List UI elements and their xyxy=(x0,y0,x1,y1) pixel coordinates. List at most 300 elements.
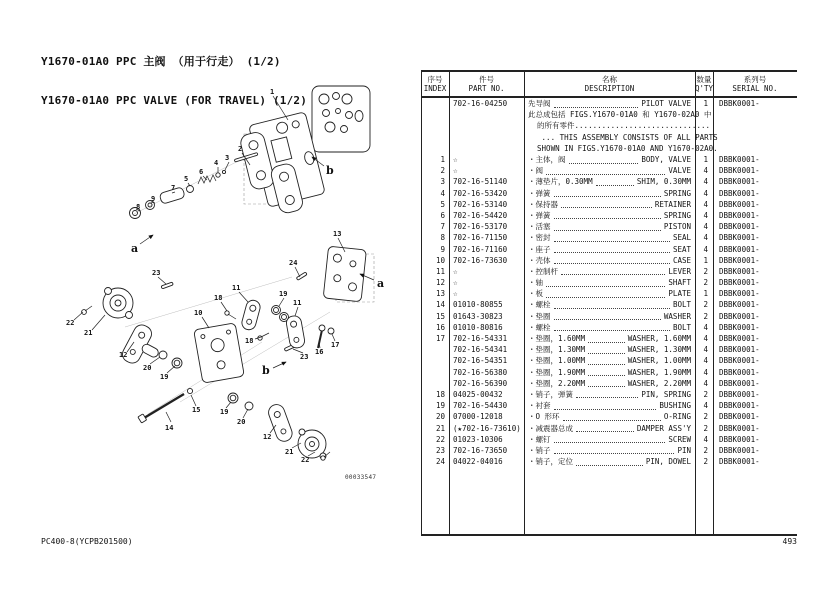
index-cell: 3 xyxy=(440,177,445,187)
part-no-cell: 01023-10306 xyxy=(453,434,503,444)
table-row xyxy=(421,311,797,322)
description-cn: ・垫圈，1.60MM xyxy=(528,334,586,344)
table-row xyxy=(421,333,797,344)
qty-cell: 2 xyxy=(703,412,708,422)
description-cn: ・销子，弹簧 xyxy=(528,389,573,399)
index-cell: 6 xyxy=(440,210,445,220)
table-row xyxy=(421,266,797,277)
description-cell xyxy=(524,255,695,266)
table-row xyxy=(421,199,797,210)
dot-leader xyxy=(546,167,665,175)
header-desc-en: DESCRIPTION xyxy=(584,84,635,93)
header-index-cn: 序号 xyxy=(427,75,443,84)
header-serial-cn: 系列号 xyxy=(743,75,767,84)
qty-cell: 2 xyxy=(703,311,708,321)
dot-leader xyxy=(576,390,638,398)
callout-label: 20 xyxy=(237,418,246,426)
description-cell xyxy=(524,411,695,422)
dot-leader xyxy=(554,245,670,253)
part-no-cell: 702-16-54430 xyxy=(453,401,508,411)
description-en: WASHER, 1.60MM xyxy=(627,334,691,344)
description-cell xyxy=(524,355,695,366)
table-row xyxy=(421,188,797,199)
dot-leader xyxy=(554,402,657,410)
description-cell xyxy=(524,311,695,322)
description-cell xyxy=(524,299,695,310)
dot-leader xyxy=(588,368,625,376)
index-cell: 23 xyxy=(435,445,445,455)
description-cell xyxy=(524,333,695,344)
footer-book-code: PC400-8(YCPB201500) xyxy=(41,537,133,546)
table-row xyxy=(421,456,797,467)
index-cell: 8 xyxy=(440,233,445,243)
qty-cell: 4 xyxy=(703,244,708,254)
index-cell: 9 xyxy=(440,244,445,254)
description-cn: ・板 xyxy=(528,289,543,299)
damper-assembly-left xyxy=(82,288,133,319)
qty-cell: 2 xyxy=(703,278,708,288)
callout-label: 1 xyxy=(270,88,275,96)
part-no-cell: ☆ xyxy=(453,289,458,299)
header-qty-cn: 数量 xyxy=(696,75,712,84)
serial-cell: DBBK0001- xyxy=(719,233,760,243)
dot-leader xyxy=(554,256,670,264)
description-en: BOLT xyxy=(672,322,691,332)
serial-cell: DBBK0001- xyxy=(719,266,760,276)
table-row xyxy=(421,367,797,378)
qty-cell: 1 xyxy=(703,289,708,299)
qty-cell: 4 xyxy=(703,322,708,332)
part-no-cell: 04025-00432 xyxy=(453,389,503,399)
callout-label: 16 xyxy=(315,348,324,356)
table-row xyxy=(421,299,797,310)
description-en: WASHER, 1.00MM xyxy=(627,356,691,366)
part-no-cell: 702-16-51140 xyxy=(453,177,508,187)
part-no-cell: 01010-80816 xyxy=(453,322,503,332)
header-desc-cn: 名称 xyxy=(602,75,617,84)
part-no-cell: ☆ xyxy=(453,166,458,176)
valve-rear-view xyxy=(312,86,370,152)
callout-label: 23 xyxy=(152,269,161,277)
description-cell xyxy=(524,434,695,445)
callout-label: 23 xyxy=(300,353,309,361)
description-cn: ・壳体 xyxy=(528,255,551,265)
header-qty-en: Q'TY xyxy=(694,84,714,93)
description-cn: ・弹簧 xyxy=(528,210,551,220)
index-cell: 18 xyxy=(435,389,445,399)
description-en: PISTON xyxy=(663,222,691,232)
description-cn: ・薄垫片，0.30MM xyxy=(528,177,593,187)
header-index xyxy=(421,72,449,96)
description-cell xyxy=(524,244,695,255)
description-cn: ・弹簧 xyxy=(528,188,551,198)
dot-leader xyxy=(554,234,670,242)
description-cell xyxy=(524,378,695,389)
serial-cell: DBBK0001- xyxy=(719,222,760,232)
view-label-a-right: a xyxy=(377,277,385,290)
dot-leader xyxy=(576,424,634,432)
description-cell xyxy=(524,445,695,456)
serial-cell: DBBK0001- xyxy=(719,166,760,176)
table-header xyxy=(421,72,797,98)
qty-cell: 4 xyxy=(703,356,708,366)
part-no-cell: 702-16-54331 xyxy=(453,334,508,344)
callout-label: 19 xyxy=(279,290,288,298)
part-no-cell: 01010-80855 xyxy=(453,300,503,310)
table-row xyxy=(421,165,797,176)
qty-cell: 4 xyxy=(703,177,708,187)
description-cell xyxy=(524,98,695,109)
index-cell: 16 xyxy=(435,322,445,332)
qty-cell: 2 xyxy=(703,266,708,276)
view-label-a-top: a xyxy=(131,242,139,255)
qty-cell: 4 xyxy=(703,345,708,355)
description-en: PIN, SPRING xyxy=(641,389,691,399)
callout-label: 18 xyxy=(245,337,254,345)
description-cn: ・轴 xyxy=(528,278,543,288)
qty-cell: 2 xyxy=(703,389,708,399)
dot-leader xyxy=(554,189,661,197)
table-note-row xyxy=(421,109,797,120)
description-en: BODY, VALVE xyxy=(641,155,691,165)
callout-label: 10 xyxy=(194,309,203,317)
table-row xyxy=(421,176,797,187)
qty-cell: 4 xyxy=(703,199,708,209)
index-cell: 14 xyxy=(435,300,445,310)
note-text: SHOWN IN FIGS.Y1670-01A0 AND Y1670-02A0. xyxy=(528,143,718,153)
description-en: DAMPER ASS'Y xyxy=(636,423,691,433)
description-en: WASHER xyxy=(663,311,691,321)
index-cell: 19 xyxy=(435,401,445,411)
callout-label: 9 xyxy=(151,195,156,203)
callout-label: 19 xyxy=(160,373,169,381)
description-en: RETAINER xyxy=(654,199,691,209)
serial-cell: DBBK0001- xyxy=(719,311,760,321)
callout-label: 19 xyxy=(220,408,229,416)
description-cn: 先导阀 xyxy=(528,99,551,109)
description-en: CASE xyxy=(672,255,691,265)
serial-cell: DBBK0001- xyxy=(719,255,760,265)
part-no-cell: (★702-16-73610) xyxy=(453,423,521,433)
header-part-no xyxy=(449,72,524,96)
table-row xyxy=(421,400,797,411)
dot-leader xyxy=(588,346,625,354)
part-no-cell: 702-16-73650 xyxy=(453,445,508,455)
description-cn: ・螺钉 xyxy=(528,434,551,444)
description-en: SEAT xyxy=(672,244,691,254)
description-cn: ・衬套 xyxy=(528,401,551,411)
description-en: SPRING xyxy=(663,210,691,220)
description-cell xyxy=(524,266,695,277)
description-en: VALVE xyxy=(668,166,691,176)
serial-cell: DBBK0001- xyxy=(719,457,760,467)
header-part-cn: 件号 xyxy=(479,75,494,84)
part-no-cell: 01643-30823 xyxy=(453,311,503,321)
header-qty xyxy=(695,72,713,96)
dot-leader xyxy=(554,312,661,320)
table-row xyxy=(421,434,797,445)
dot-leader xyxy=(596,178,634,186)
header-description xyxy=(524,72,695,96)
page-number: 493 xyxy=(782,537,797,546)
callout-label: 18 xyxy=(214,294,223,302)
callout-label: 22 xyxy=(301,456,310,464)
serial-cell: DBBK0001- xyxy=(719,322,760,332)
serial-cell: DBBK0001- xyxy=(719,244,760,254)
dot-leader xyxy=(561,200,652,208)
serial-cell: DBBK0001- xyxy=(719,99,760,109)
part-no-cell: ☆ xyxy=(453,155,458,165)
description-cell xyxy=(524,344,695,355)
table-row xyxy=(421,255,797,266)
qty-cell: 4 xyxy=(703,233,708,243)
part-no-cell: 702-16-71160 xyxy=(453,244,508,254)
index-cell: 1 xyxy=(440,155,445,165)
index-cell: 11 xyxy=(435,266,445,276)
part-no-cell: 702-16-71150 xyxy=(453,233,508,243)
case-part xyxy=(194,323,245,383)
serial-cell: DBBK0001- xyxy=(719,367,760,377)
index-cell: 17 xyxy=(435,334,445,344)
table-row xyxy=(421,422,797,433)
callout-label: 11 xyxy=(293,299,302,307)
part-no-cell: 702-16-04250 xyxy=(453,99,508,109)
qty-cell: 4 xyxy=(703,434,708,444)
index-cell: 12 xyxy=(435,278,445,288)
qty-cell: 4 xyxy=(703,334,708,344)
plate-part xyxy=(323,246,374,302)
description-cell xyxy=(524,154,695,165)
table-note-row xyxy=(421,120,797,131)
table-row xyxy=(421,378,797,389)
qty-cell: 4 xyxy=(703,401,708,411)
table-row xyxy=(421,98,797,109)
exploded-parts-diagram xyxy=(30,72,420,502)
callout-label: 14 xyxy=(165,424,174,432)
index-cell: 4 xyxy=(440,188,445,198)
index-cell: 22 xyxy=(435,434,445,444)
callout-label: 12 xyxy=(119,351,128,359)
dot-leader xyxy=(554,211,661,219)
index-cell: 7 xyxy=(440,222,445,232)
description-cell xyxy=(524,456,695,467)
table-row xyxy=(421,445,797,456)
description-cn: ・密封 xyxy=(528,233,551,243)
description-cn: ・保持器 xyxy=(528,199,558,209)
part-no-cell: 04022-04016 xyxy=(453,457,503,467)
serial-cell: DBBK0001- xyxy=(719,155,760,165)
description-cell xyxy=(524,400,695,411)
callout-label: 21 xyxy=(285,448,294,456)
description-cn: ・螺栓 xyxy=(528,300,551,310)
description-cell xyxy=(524,176,695,187)
description-cn: ・主体，阀 xyxy=(528,155,566,165)
damper-assembly-bottom xyxy=(266,402,330,460)
dot-leader xyxy=(554,301,670,309)
index-cell: 2 xyxy=(440,166,445,176)
description-cn: ・O 形环 xyxy=(528,412,560,422)
view-label-b-top: b xyxy=(326,164,334,177)
part-no-cell: 702-16-53420 xyxy=(453,188,508,198)
view-label-b-bottom: b xyxy=(262,364,270,377)
dot-leader xyxy=(554,323,670,331)
serial-cell: DBBK0001- xyxy=(719,177,760,187)
qty-cell: 1 xyxy=(703,155,708,165)
table-row xyxy=(421,210,797,221)
description-cell xyxy=(524,210,695,221)
part-no-cell: 07000-12018 xyxy=(453,412,503,422)
callout-label: 8 xyxy=(136,203,141,211)
header-serial xyxy=(713,72,797,96)
page-title-en: Y1670-01A0 PPC VALVE (FOR TRAVEL) (1/2) xyxy=(41,94,308,107)
callout-label: 7 xyxy=(171,184,176,192)
part-no-cell: 702-16-54341 xyxy=(453,345,508,355)
description-en: PILOT VALVE xyxy=(641,99,691,109)
dot-leader xyxy=(588,379,625,387)
serial-cell: DBBK0001- xyxy=(719,445,760,455)
callout-label: 15 xyxy=(192,406,201,414)
description-cn: ・垫圈，1.90MM xyxy=(528,367,586,377)
index-cell: 5 xyxy=(440,199,445,209)
description-en: PIN xyxy=(677,445,691,455)
page-title-cn: Y1670-01A0 PPC 主阀 （用于行走） (1/2) xyxy=(41,55,281,68)
serial-cell: DBBK0001- xyxy=(719,188,760,198)
callout-label: 2 xyxy=(238,145,243,153)
callout-label: 4 xyxy=(214,159,219,167)
qty-cell: 4 xyxy=(703,222,708,232)
serial-cell: DBBK0001- xyxy=(719,356,760,366)
description-en: SCREW xyxy=(668,434,691,444)
parts-table xyxy=(421,70,797,536)
description-en: SEAL xyxy=(672,233,691,243)
callout-label: 20 xyxy=(143,364,152,372)
qty-cell: 2 xyxy=(703,423,708,433)
qty-cell: 2 xyxy=(703,300,708,310)
callout-label: 6 xyxy=(199,168,204,176)
description-en: WASHER, 1.30MM xyxy=(627,345,691,355)
part-no-cell: 702-16-53170 xyxy=(453,222,508,232)
description-en: BUSHING xyxy=(659,401,691,411)
qty-cell: 4 xyxy=(703,378,708,388)
description-cn: ・座子 xyxy=(528,244,551,254)
index-cell: 20 xyxy=(435,412,445,422)
callout-label: 21 xyxy=(84,329,93,337)
shaft-lever-left xyxy=(120,322,182,368)
callout-label: 24 xyxy=(289,259,298,267)
header-serial-en: SERIAL NO. xyxy=(732,84,778,93)
description-en: BOLT xyxy=(672,300,691,310)
dot-leader xyxy=(554,100,639,108)
callout-label: 5 xyxy=(184,175,189,183)
callout-label: 11 xyxy=(232,284,241,292)
description-cell xyxy=(524,288,695,299)
description-en: SHIM, 0.30MM xyxy=(636,177,691,187)
qty-cell: 1 xyxy=(703,99,708,109)
part-no-cell: 702-16-56390 xyxy=(453,378,508,388)
dot-leader xyxy=(546,279,665,287)
description-en: LEVER xyxy=(668,266,691,276)
qty-cell: 2 xyxy=(703,445,708,455)
note-text: 的所有零件.............................. xyxy=(528,121,710,131)
description-cell xyxy=(524,367,695,378)
table-row xyxy=(421,411,797,422)
callout-label: 12 xyxy=(263,433,272,441)
description-cell xyxy=(524,423,695,434)
description-cn: ・销子 xyxy=(528,445,551,455)
callout-label: 17 xyxy=(331,341,340,349)
serial-cell: DBBK0001- xyxy=(719,345,760,355)
qty-cell: 4 xyxy=(703,210,708,220)
serial-cell: DBBK0001- xyxy=(719,412,760,422)
description-cell xyxy=(524,199,695,210)
serial-cell: DBBK0001- xyxy=(719,289,760,299)
table-row xyxy=(421,243,797,254)
description-cell xyxy=(524,221,695,232)
serial-cell: DBBK0001- xyxy=(719,423,760,433)
description-cell xyxy=(524,389,695,400)
index-cell: 24 xyxy=(435,457,445,467)
dot-leader xyxy=(554,446,675,454)
dot-leader xyxy=(576,458,643,466)
description-cell xyxy=(524,188,695,199)
serial-cell: DBBK0001- xyxy=(719,389,760,399)
table-row xyxy=(421,221,797,232)
part-no-cell: ☆ xyxy=(453,266,458,276)
description-en: O-RING xyxy=(663,412,691,422)
description-cn: ・垫圈，1.00MM xyxy=(528,356,586,366)
part-no-cell: 702-16-56380 xyxy=(453,367,508,377)
index-cell: 10 xyxy=(435,255,445,265)
serial-cell: DBBK0001- xyxy=(719,210,760,220)
callout-label: 22 xyxy=(66,319,75,327)
description-cn: ・销子，定位 xyxy=(528,457,573,467)
table-note-row xyxy=(421,132,797,143)
dot-leader xyxy=(546,290,665,298)
dot-leader xyxy=(588,335,625,343)
note-text: ... THIS ASSEMBLY CONSISTS OF ALL PARTS xyxy=(528,132,718,142)
qty-cell: 1 xyxy=(703,255,708,265)
table-row xyxy=(421,389,797,400)
index-cell: 21 xyxy=(435,423,445,433)
description-en: SHAFT xyxy=(668,278,691,288)
serial-cell: DBBK0001- xyxy=(719,199,760,209)
description-en: PLATE xyxy=(668,289,691,299)
description-cell xyxy=(524,322,695,333)
part-no-cell: 702-16-73630 xyxy=(453,255,508,265)
description-en: WASHER, 1.90MM xyxy=(627,367,691,377)
qty-cell: 4 xyxy=(703,188,708,198)
part-no-cell: ☆ xyxy=(453,278,458,288)
serial-cell: DBBK0001- xyxy=(719,334,760,344)
table-note-row xyxy=(421,143,797,154)
description-en: PIN, DOWEL xyxy=(645,457,691,467)
qty-cell: 2 xyxy=(703,457,708,467)
description-cn: ・螺栓 xyxy=(528,322,551,332)
table-row xyxy=(421,154,797,165)
dot-leader xyxy=(563,413,661,421)
spool-chain-parts xyxy=(130,153,258,219)
description-cn: ・垫圈，1.30MM xyxy=(528,345,586,355)
header-part-en: PART NO. xyxy=(468,84,505,93)
description-cn: ・阀 xyxy=(528,166,543,176)
description-cn: ・控制杆 xyxy=(528,266,558,276)
index-cell: 13 xyxy=(435,289,445,299)
index-cell: 15 xyxy=(435,311,445,321)
table-row xyxy=(421,277,797,288)
dot-leader xyxy=(561,267,665,275)
table-row xyxy=(421,344,797,355)
note-text: 此总成包括 FIGS.Y1670-01A0 和 Y1670-02A0 中 xyxy=(528,110,712,120)
